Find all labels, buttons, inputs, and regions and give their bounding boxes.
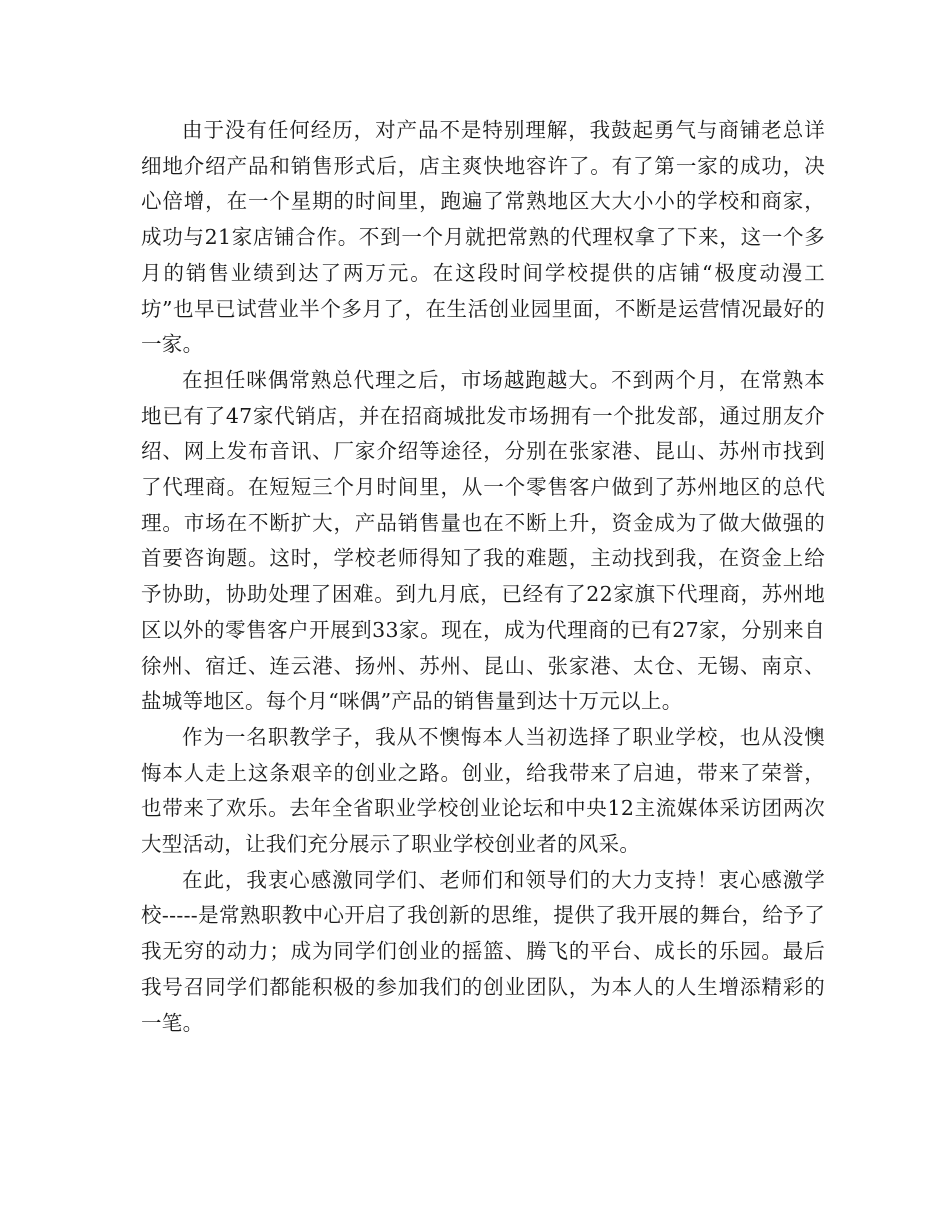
paragraph-4: 在此，我衷心感激同学们、老师们和领导们的大力支持！衷心感激学校-----是常熟职教中心开启了我创新的思维，提供了我开展的舞台，给予了我无穷的动力；成为同学们创业的摇篮、腾飞的平台、成长的乐园。最后我号召同学们都能积极的参加我们的创业团队，为本人的人生增添精彩的一笔。 <box>141 867 825 1035</box>
paragraph-3: 作为一名职教学子，我从不懊悔本人当初选择了职业学校，也从没懊悔本人走上这条艰辛的创业之路。创业，给我带来了启迪，带来了荣誉，也带来了欢乐。去年全省职业学校创业论坛和中央12主流媒体采访团两次大型活动，让我们充分展示了职业学校创业者的风采。 <box>141 724 825 857</box>
paragraph-1: 由于没有任何经历，对产品不是特别理解，我鼓起勇气与商铺老总详细地介绍产品和销售形式后，店主爽快地容许了。有了第一家的成功，决心倍增，在一个星期的时间里，跑遍了常熟地区大大小小的学校和商家，成功与21家店铺合作。不到一个月就把常熟的代理权拿了下来，这一个多月的销售业绩到达了两万元。在这段时间学校提供的店铺“极度动漫工坊”也早已试营业半个多月了，在生活创业园里面，不断是运营情况最好的一家。 <box>141 118 825 357</box>
paragraph-2: 在担任咪偶常熟总代理之后，市场越跑越大。不到两个月，在常熟本地已有了47家代销店，并在招商城批发市场拥有一个批发部，通过朋友介绍、网上发布音讯、厂家介绍等途径，分别在张家港、昆山、苏州市找到了代理商。在短短三个月时间里，从一个零售客户做到了苏州地区的总代理。市场在不断扩大，产品销售量也在不断上升，资金成为了做大做强的首要咨询题。这时，学校老师得知了我的难题，主动找到我，在资金上给予协助，协助处理了困难。到九月底，已经有了22家旗下代理商，苏州地区以外的零售客户开展到33家。现在，成为代理商的已有27家，分别来自徐州、宿迁、连云港、扬州、苏州、昆山、张家港、太仓、无锡、南京、盐城等地区。每个月“咪偶”产品的销售量到达十万元以上。 <box>141 367 825 714</box>
document-body <box>141 113 825 1041</box>
